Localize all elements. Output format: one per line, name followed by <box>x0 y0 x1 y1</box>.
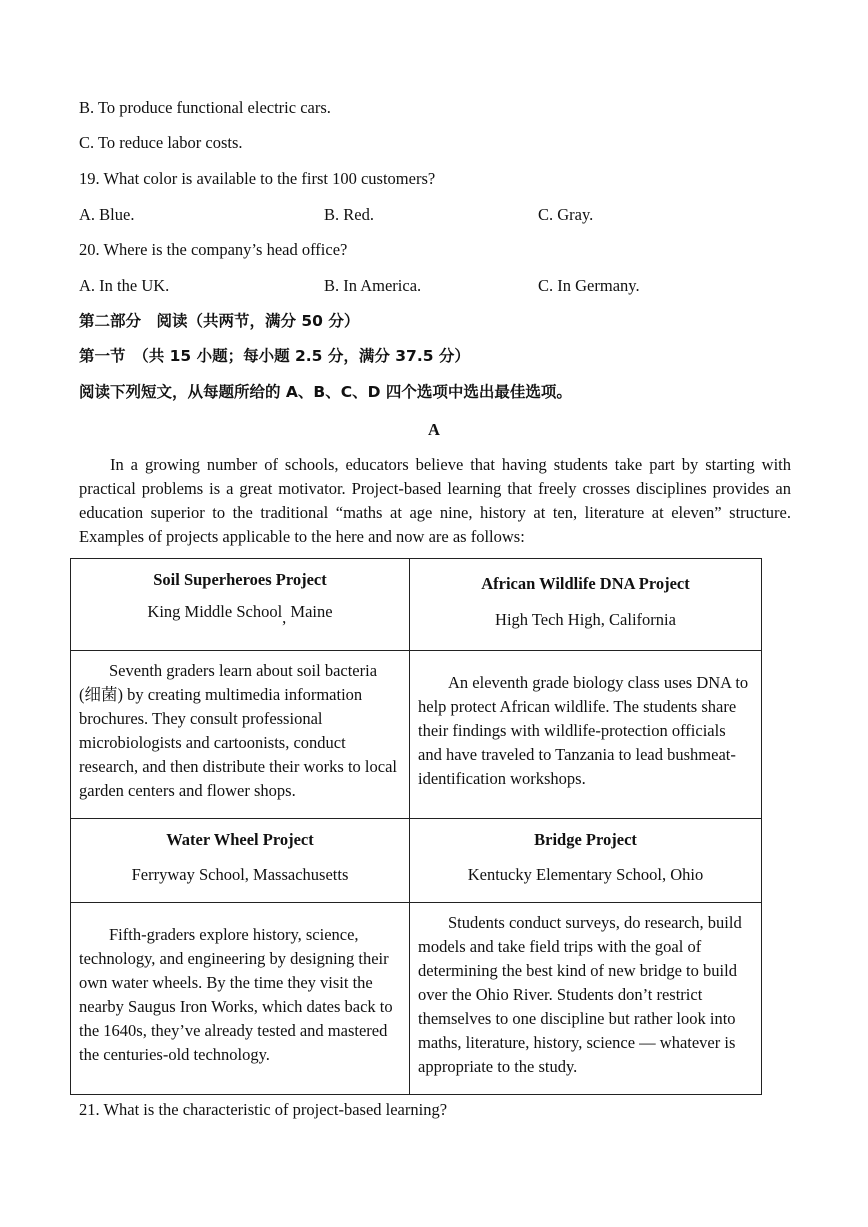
part-two-heading: 第二部分 阅读（共两节，满分 50 分） <box>79 312 360 330</box>
passage-intro-text: In a growing number of schools, educators believe that having students take part by starting with practical problems is a great motivator. Project-based learning that freely crosses disciplines provides an education superior to the traditional “maths at age nine, history at ten, literature at eleven” structure. Examples of projects applicable to the here and now are as follows: <box>79 455 791 546</box>
project-header-dna <box>410 559 762 651</box>
passage-label: A <box>428 420 440 439</box>
project-title: Bridge Project <box>534 830 637 849</box>
option-20b: B. In America. <box>324 276 422 295</box>
option-20a: A. In the UK. <box>79 276 170 295</box>
section-one-heading: 第一节 （共 15 小题；每小题 2.5 分，满分 37.5 分） <box>79 347 470 365</box>
option-19c: C. Gray. <box>538 205 594 224</box>
project-description: An eleventh grade biology class uses DNA to help protect African wildlife. The students share their findings with wildlife-protection officials and have traveled to Tanzania to lead bushmeat-identification workshops. <box>418 673 749 788</box>
project-desc-bridge <box>410 903 762 1095</box>
project-school-location: Maine <box>290 602 333 621</box>
project-description: Seventh graders learn about soil bacteria (细菌) by creating multimedia information brochures. They consult professional microbiologists and cartoonists, conduct research, and then distribute their works to local garden centers and flower shops. <box>79 661 397 800</box>
option-19b: B. Red. <box>324 205 374 224</box>
question-21: 21. What is the characteristic of project-based learning? <box>79 1100 448 1119</box>
question-20: 20. Where is the company’s head office? <box>79 240 348 259</box>
reading-instruction: 阅读下列短文，从每题所给的 A、B、C、D 四个选项中选出最佳选项。 <box>79 383 572 401</box>
project-school: King Middle School, Maine <box>147 602 333 627</box>
project-school-name: King Middle School <box>147 602 283 621</box>
projects-table <box>70 558 762 1095</box>
project-title: African Wildlife DNA Project <box>481 574 690 593</box>
option-19a: A. Blue. <box>79 205 135 224</box>
project-desc-dna <box>410 651 762 819</box>
option-20c: C. In Germany. <box>538 276 640 295</box>
option-18b: B. To produce functional electric cars. <box>79 98 331 117</box>
project-title: Water Wheel Project <box>166 830 314 849</box>
project-school: Ferryway School, Massachusetts <box>131 865 349 884</box>
project-description: Students conduct surveys, do research, build models and take field trips with the goal of determining the best kind of new bridge to build over the Ohio River. Students don’t restrict themselves to one discipline but rather look into maths, literature, history, science — whatever is appropriate to the study. <box>418 913 742 1076</box>
project-description: Fifth-graders explore history, science, technology, and engineering by designing their own water wheels. By the time they visit the nearby Saugus Iron Works, which dates back to the 1640s, they’ve already tested and mastered the centuries-old technology. <box>79 925 393 1064</box>
passage-intro <box>79 453 791 549</box>
project-title: Soil Superheroes Project <box>153 570 327 589</box>
project-header-bridge <box>410 819 762 903</box>
option-18c: C. To reduce labor costs. <box>79 133 243 152</box>
question-19: 19. What color is available to the first 100 customers? <box>79 169 436 188</box>
project-desc-soil <box>71 651 410 819</box>
project-school: Kentucky Elementary School, Ohio <box>467 865 704 884</box>
project-school: High Tech High, California <box>495 610 676 629</box>
project-header-soil <box>71 559 410 651</box>
project-desc-water <box>71 903 410 1095</box>
project-header-water <box>71 819 410 903</box>
